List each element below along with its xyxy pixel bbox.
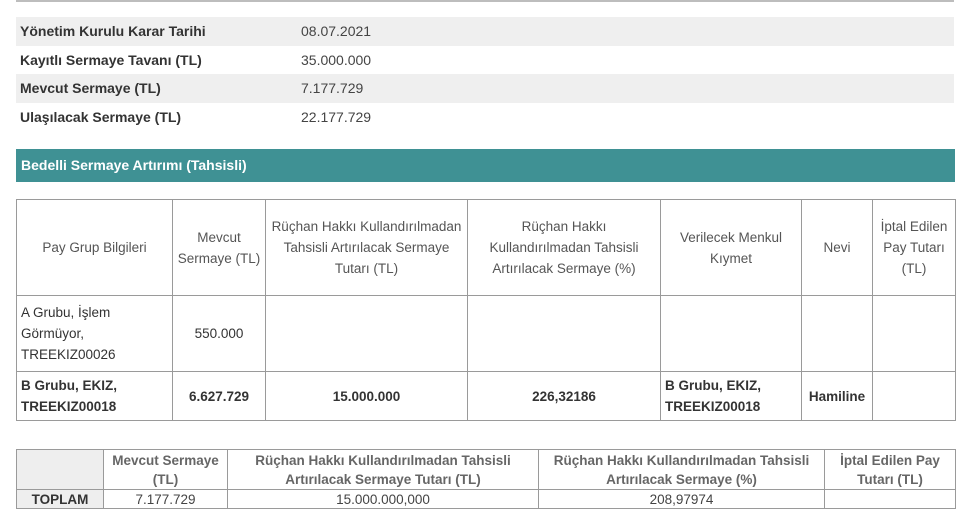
summary-header-increase-amount: Rüçhan Hakkı Kullandırılmadan Tahsisli Artırılacak Sermaye Tutarı (TL) xyxy=(228,450,539,490)
total-current-capital: 7.177.729 xyxy=(104,490,228,509)
top-divider xyxy=(16,0,954,2)
col-header-current-capital: Mevcut Sermaye (TL) xyxy=(173,200,266,296)
cell-increase-percent xyxy=(468,296,661,372)
summary-header-row xyxy=(17,450,956,490)
info-row xyxy=(16,103,954,132)
col-header-pay-group: Pay Grup Bilgileri xyxy=(17,200,173,296)
summary-header-cancelled: İptal Edilen Pay Tutarı (TL) xyxy=(825,450,956,490)
cell-cancelled xyxy=(873,372,956,421)
cell-cancelled xyxy=(873,296,956,372)
info-label: Yönetim Kurulu Karar Tarihi xyxy=(16,17,297,46)
total-increase-percent: 208,97974 xyxy=(539,490,825,509)
cell-pay-group: A Grubu, İşlem Görmüyor, TREEKIZ00026 xyxy=(17,296,173,372)
cell-type: Hamiline xyxy=(802,372,873,421)
cell-increase-amount: 15.000.000 xyxy=(266,372,468,421)
table-header-row xyxy=(17,200,956,296)
info-label: Kayıtlı Sermaye Tavanı (TL) xyxy=(20,51,202,68)
summary-corner xyxy=(17,450,104,490)
cell-security xyxy=(661,296,802,372)
cell-increase-amount xyxy=(266,296,468,372)
info-label: Mevcut Sermaye (TL) xyxy=(16,74,297,103)
info-value: 7.177.729 xyxy=(297,74,954,103)
info-row xyxy=(16,46,954,75)
summary-table xyxy=(16,449,956,509)
col-header-type: Nevi xyxy=(802,200,873,296)
total-cancelled xyxy=(825,490,956,509)
info-value: 35.000.000 xyxy=(301,51,372,68)
col-header-cancelled: İptal Edilen Pay Tutarı (TL) xyxy=(873,200,956,296)
info-label: Ulaşılacak Sermaye (TL) xyxy=(20,108,182,125)
cell-current-capital: 550.000 xyxy=(173,296,266,372)
summary-total-row xyxy=(17,490,956,509)
cell-increase-percent: 226,32186 xyxy=(468,372,661,421)
col-header-increase-percent: Rüçhan Hakkı Kullandırılmadan Tahsisli Artırılacak Sermaye (%) xyxy=(468,200,661,296)
table-row xyxy=(17,296,956,372)
total-label: TOPLAM xyxy=(17,490,104,509)
info-row xyxy=(16,17,954,46)
col-header-security: Verilecek Menkul Kıymet xyxy=(661,200,802,296)
cell-pay-group: B Grubu, EKIZ, TREEKIZ00018 xyxy=(17,372,173,421)
allocation-table xyxy=(16,199,956,421)
total-increase-amount: 15.000.000,000 xyxy=(228,490,539,509)
table-row xyxy=(17,372,956,421)
cell-type xyxy=(802,296,873,372)
summary-header-increase-percent: Rüçhan Hakkı Kullandırılmadan Tahsisli Artırılacak Sermaye (%) xyxy=(539,450,825,490)
cell-security: B Grubu, EKIZ, TREEKIZ00018 xyxy=(661,372,802,421)
section-header: Bedelli Sermaye Artırımı (Tahsisli) xyxy=(16,149,955,182)
info-row xyxy=(16,74,954,103)
info-value: 22.177.729 xyxy=(301,108,372,125)
summary-header-current-capital: Mevcut Sermaye (TL) xyxy=(104,450,228,490)
capital-info-table xyxy=(16,17,954,131)
col-header-increase-amount: Rüçhan Hakkı Kullandırılmadan Tahsisli Artırılacak Sermaye Tutarı (TL) xyxy=(266,200,468,296)
cell-current-capital: 6.627.729 xyxy=(173,372,266,421)
info-value: 08.07.2021 xyxy=(297,17,954,46)
